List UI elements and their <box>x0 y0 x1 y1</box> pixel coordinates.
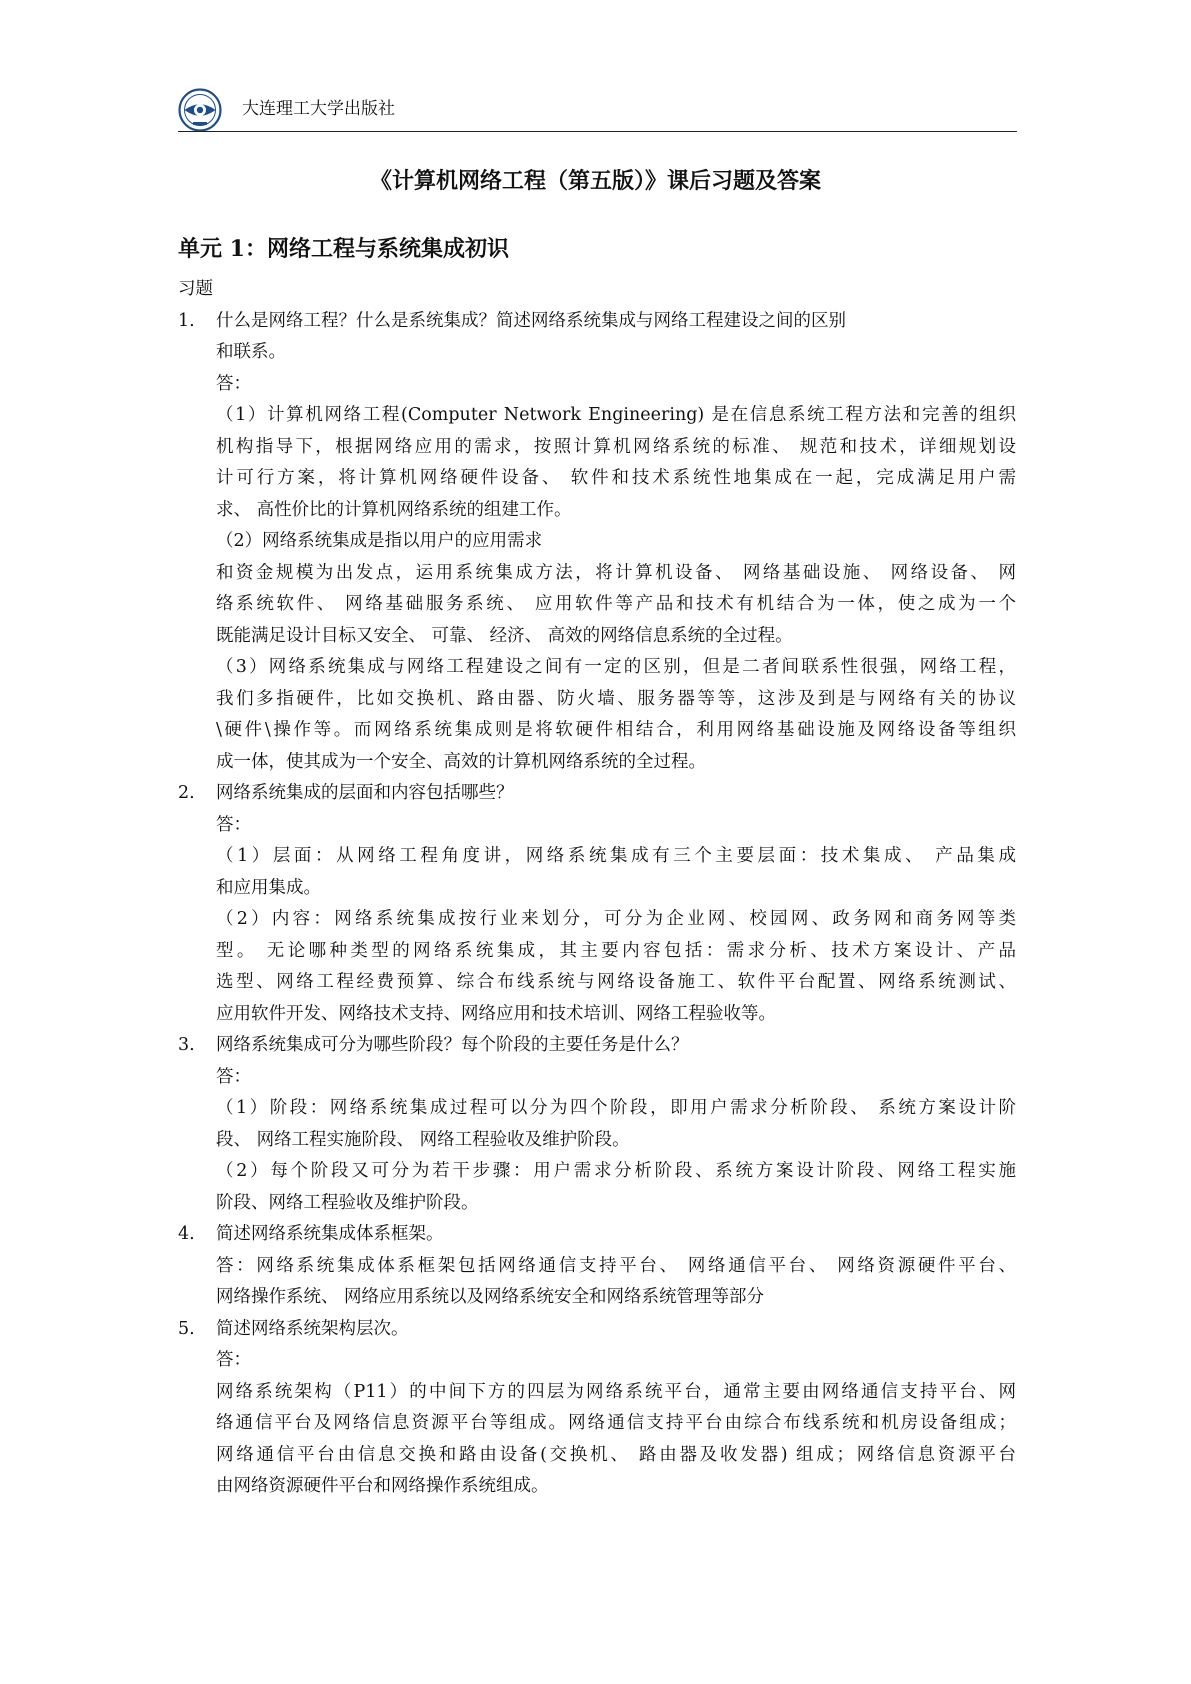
answer-line: （2）每个阶段又可分为若干步骤：用户需求分析阶段、系统方案设计阶段、网络工程实施 <box>216 1161 1016 1181</box>
answer-line: 络系统软件、 网络基础服务系统、 应用软件等产品和技术有机结合为一体，使之成为一个 <box>216 594 1016 614</box>
question-number: 2. <box>178 783 195 803</box>
answer-line: 网络系统架构（P11）的中间下方的四层为网络系统平台，通常主要由网络通信支持平台、网 <box>216 1381 1016 1402</box>
answer-line: 选型、网络工程经费预算、综合布线系统与网络设备施工、软件平台配置、网络系统测试、 <box>216 972 1016 992</box>
page-header <box>178 82 1017 132</box>
answer-line: 型。 无论哪种类型的网络系统集成，其主要内容包括：需求分析、技术方案设计、产品 <box>216 940 1016 961</box>
answer-label: 答： <box>216 814 251 835</box>
answer-line: （1）计算机网络工程(Computer Network Engineering) 是在信息系统工程方法和完善的组织 <box>216 405 1016 425</box>
answer-line: 答：网络系统集成体系框架包括网络通信支持平台、 网络通信平台、 网络资源硬件平台、 <box>216 1255 1016 1276</box>
question-text: 简述网络系统架构层次。 <box>216 1318 409 1339</box>
answer-line: （1）层面：从网络工程角度讲，网络系统集成有三个主要层面：技术集成、 产品集成 <box>216 846 1016 866</box>
answer-line: 段、 网络工程实施阶段、 网络工程验收及维护阶段。 <box>216 1129 630 1150</box>
answer-line: 计可行方案，将计算机网络硬件设备、 软件和技术系统性地集成在一起，完成满足用户需 <box>216 468 1016 488</box>
question-number: 1. <box>178 310 195 331</box>
answer-line: 网络通信平台由信息交换和路由设备(交换机、 路由器及收发器) 组成；网络信息资源平台 <box>216 1444 1016 1465</box>
question-number: 4. <box>178 1224 195 1244</box>
answer-line: \硬件\操作等。而网络系统集成则是将软硬件相结合，利用网络基础设施及网络设备等组织 <box>216 720 1016 740</box>
answer-line: 我们多指硬件，比如交换机、路由器、防火墙、服务器等等，这涉及到是与网络有关的协议 <box>216 688 1016 709</box>
answer-line: （2）内容：网络系统集成按行业来划分，可分为企业网、校园网、政务网和商务网等类 <box>216 909 1016 929</box>
answer-label: 答： <box>216 1066 251 1087</box>
publisher-logo-icon <box>178 88 222 132</box>
question-1 <box>178 306 1016 338</box>
answer-line: 既能满足设计目标又安全、 可靠、 经济、 高效的网络信息系统的全过程。 <box>216 625 793 646</box>
answer-line: 和资金规模为出发点，运用系统集成方法，将计算机设备、 网络基础设施、 网络设备、 网 <box>216 562 1016 583</box>
header-divider <box>178 131 1017 132</box>
answer-line: 机构指导下，根据网络应用的需求，按照计算机网络系统的标准、 规范和技术，详细规划设 <box>216 436 1016 457</box>
question-4 <box>178 1219 1016 1251</box>
answer-line: 由网络资源硬件平台和网络操作系统组成。 <box>216 1476 549 1496</box>
answer-line: 络通信平台及网络信息资源平台等组成。网络通信支持平台由综合布线系统和机房设备组成； <box>216 1413 1016 1433</box>
publisher-name: 大连理工大学出版社 <box>242 99 395 119</box>
answer-line: （2）网络系统集成是指以用户的应用需求 <box>216 531 543 551</box>
exercise-content <box>178 274 1016 1503</box>
question-text: 简述网络系统集成体系框架。 <box>216 1224 444 1244</box>
question-number: 5. <box>178 1318 195 1339</box>
answer-line: 求、 高性价比的计算机网络系统的组建工作。 <box>216 499 572 520</box>
answer-line: 成一体，使其成为一个安全、高效的计算机网络系统的全过程。 <box>216 751 706 772</box>
question-text: 网络系统集成可分为哪些阶段？每个阶段的主要任务是什么？ <box>216 1035 689 1055</box>
answer-line: 网络操作系统、 网络应用系统以及网络系统安全和网络系统管理等部分 <box>216 1287 765 1307</box>
section-label: 习题 <box>178 279 213 299</box>
answer-label: 答： <box>216 1350 251 1370</box>
question-2 <box>178 778 1016 810</box>
answer-line: 和应用集成。 <box>216 877 321 898</box>
question-number: 3. <box>178 1035 195 1055</box>
answer-line: 阶段、网络工程验收及维护阶段。 <box>216 1192 479 1213</box>
answer-line: （1）阶段：网络系统集成过程可以分为四个阶段，即用户需求分析阶段、 系统方案设计阶 <box>216 1098 1016 1118</box>
question-3 <box>178 1030 1016 1062</box>
question-5 <box>178 1314 1016 1346</box>
question-text-line: 和联系。 <box>216 342 286 362</box>
question-text: 什么是网络工程？什么是系统集成？简述网络系统集成与网络工程建设之间的区别 <box>216 310 846 331</box>
document-title: 《计算机网络工程（第五版）》课后习题及答案 <box>369 168 821 194</box>
unit-title: 单元 1：网络工程与系统集成初识 <box>178 236 509 262</box>
answer-line: 应用软件开发、网络技术支持、网络应用和技术培训、网络工程验收等。 <box>216 1003 776 1024</box>
answer-line: （3）网络系统集成与网络工程建设之间有一定的区别，但是二者间联系性很强，网络工程， <box>216 657 1016 677</box>
question-text: 网络系统集成的层面和内容包括哪些？ <box>216 783 514 803</box>
answer-label: 答： <box>216 373 251 394</box>
